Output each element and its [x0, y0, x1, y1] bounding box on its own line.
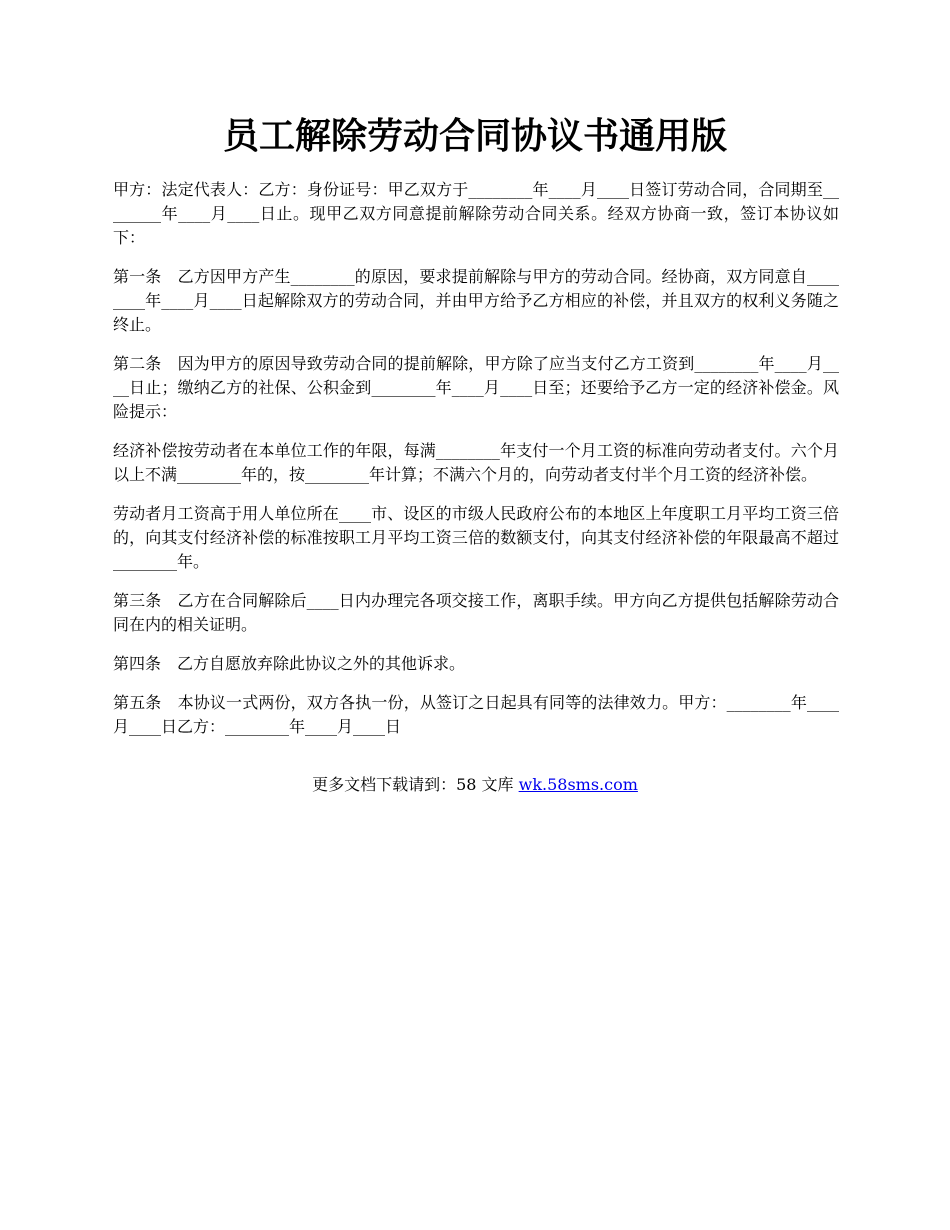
salary-cap-paragraph: 劳动者月工资高于用人单位所在____市、设区的市级人民政府公布的本地区上年度职工月平均工资三倍的，向其支付经济补偿的标准按职工月平均工资三倍的数额支付，向其支付经济补偿的年限最高不超过________年。 — [113, 504, 839, 571]
footer-text: 更多文档下载请到：58 文库 — [312, 775, 519, 794]
article-5-paragraph: 第五条 本协议一式两份，双方各执一份，从签订之日起具有同等的法律效力。甲方：________年____月____日乙方：________年____月____日 — [113, 693, 839, 736]
article-2-paragraph: 第二条 因为甲方的原因导致劳动合同的提前解除，甲方除了应当支付乙方工资到________年____月____日止；缴纳乙方的社保、公积金到________年____月____日至；还要给予乙方一定的经济补偿金。风险提示： — [113, 354, 839, 421]
document-body — [113, 178, 839, 754]
article-1-paragraph: 第一条 乙方因甲方产生________的原因，要求提前解除与甲方的劳动合同。经协商，双方同意自________年____月____日起解除双方的劳动合同，并由甲方给予乙方相应的补偿，并且双方的权利义务随之终止。 — [113, 267, 839, 334]
compensation-paragraph: 经济补偿按劳动者在本单位工作的年限，每满________年支付一个月工资的标准向劳动者支付。六个月以上不满________年的，按________年计算；不满六个月的，向劳动者支付半个月工资的经济补偿。 — [113, 441, 839, 484]
article-3-paragraph: 第三条 乙方在合同解除后____日内办理完各项交接工作，离职手续。甲方向乙方提供包括解除劳动合同在内的相关证明。 — [113, 591, 839, 634]
footer-link[interactable]: wk.58sms.com — [518, 775, 638, 794]
download-footer — [0, 773, 950, 797]
preamble-paragraph: 甲方：法定代表人：乙方：身份证号：甲乙双方于________年____月____日签订劳动合同，合同期至________年____月____日止。现甲乙双方同意提前解除劳动合同关系。经双方协商一致，签订本协议如下： — [113, 180, 839, 247]
document-title: 员工解除劳动合同协议书通用版 — [222, 115, 727, 157]
article-4-paragraph: 第四条 乙方自愿放弃除此协议之外的其他诉求。 — [113, 654, 466, 673]
